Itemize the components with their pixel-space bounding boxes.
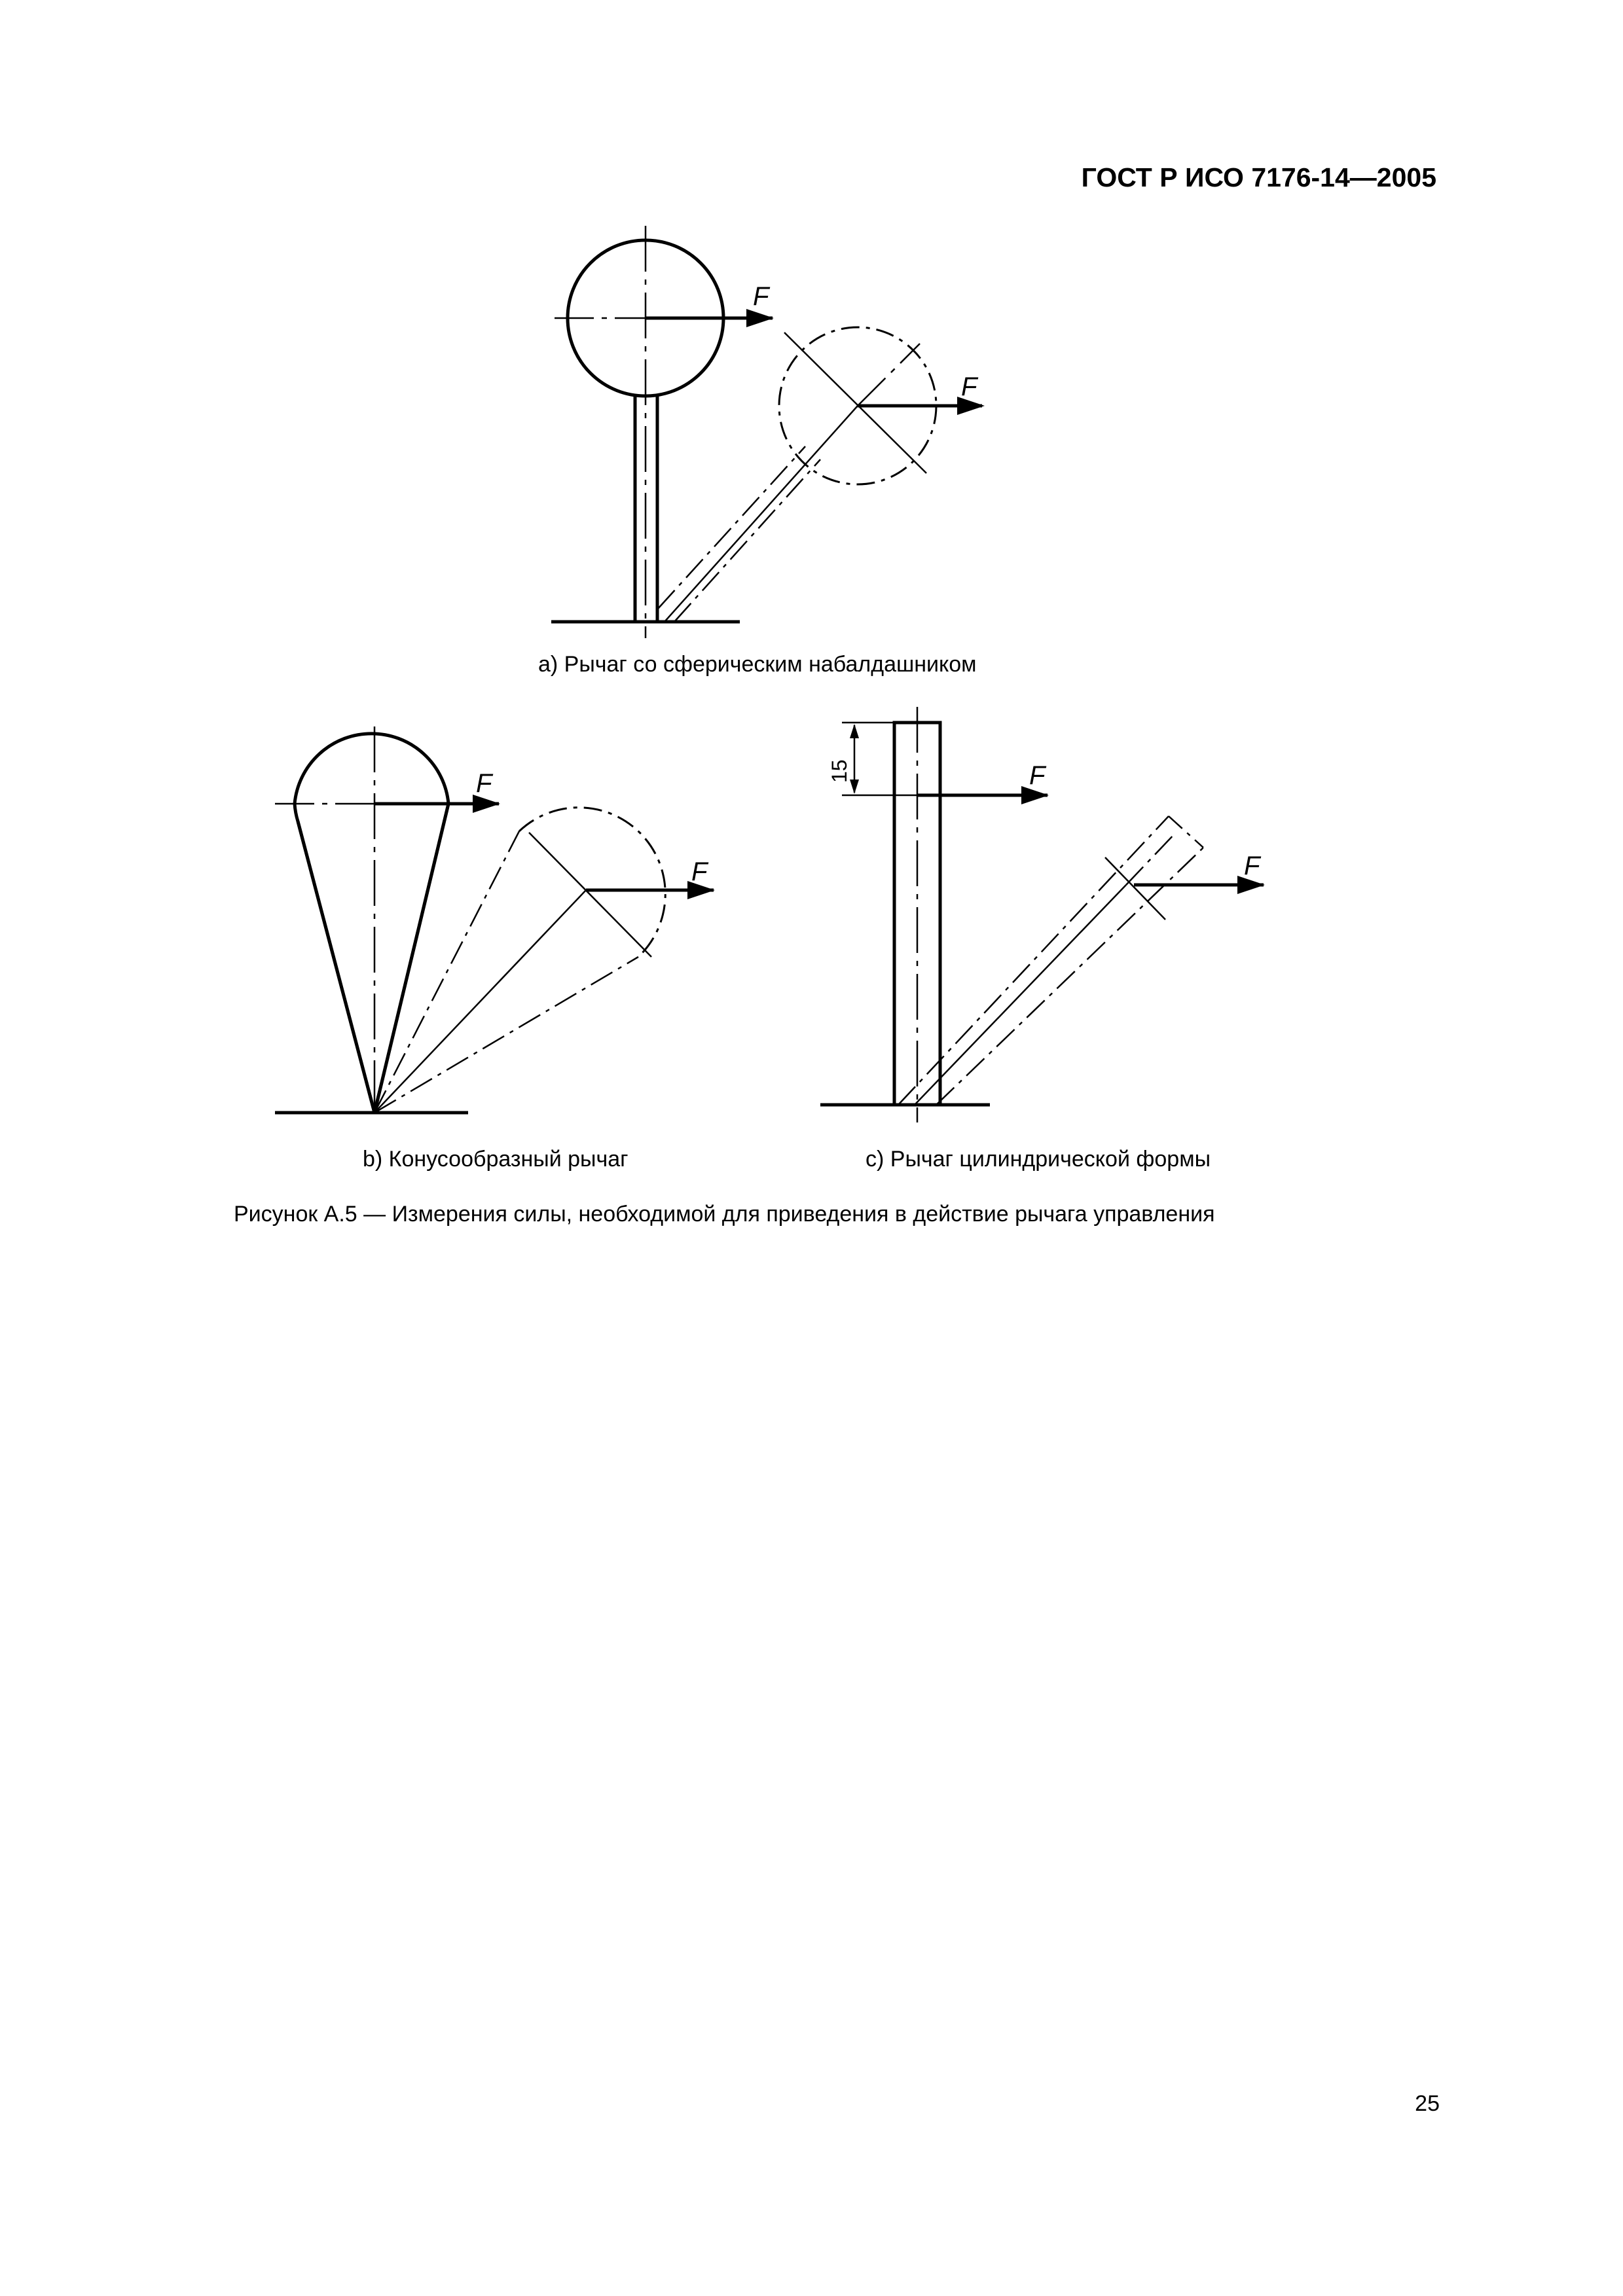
force-label-b2: F <box>691 857 708 886</box>
tilted-sphere-axis-2 <box>858 344 920 406</box>
force-label-b1: F <box>476 769 492 798</box>
force-label-c1: F <box>1029 761 1046 790</box>
tilted-cone-center <box>374 890 586 1113</box>
force-label-a2: F <box>961 372 977 401</box>
tilted-rod-a-2 <box>674 459 820 622</box>
tilted-rod-a-center <box>665 406 858 622</box>
dim-arrow-bottom <box>850 780 859 794</box>
arrow-head-a <box>746 309 774 327</box>
page-number: 25 <box>1415 2091 1440 2116</box>
force-label-a1: F <box>753 282 769 311</box>
figure-title: Рисунок А.5 — Измерения силы, необходимой для приведения в действие рычага управления <box>234 1202 1215 1227</box>
caption-c: с) Рычаг цилиндрической формы <box>866 1147 1211 1172</box>
force-label-c2: F <box>1244 852 1260 880</box>
tilted-cyl-end <box>1169 816 1203 848</box>
tilted-cone-cap <box>519 808 665 957</box>
tilted-cyl-axis2 <box>1126 833 1176 885</box>
document-header: ГОСТ Р ИСО 7176-14—2005 <box>1081 162 1436 192</box>
tilted-cyl-center <box>915 885 1126 1105</box>
dimension-label: 15 <box>828 759 851 783</box>
cone-left <box>298 821 374 1113</box>
cone-outline <box>295 734 448 1113</box>
caption-a: а) Рычаг со сферическим набалдашником <box>538 652 977 677</box>
tilted-rod-a-1 <box>658 446 805 609</box>
tilted-sphere-axis-1 <box>784 332 926 473</box>
dim-arrow-top <box>850 724 859 738</box>
diagram-b <box>275 726 715 1113</box>
tilted-cone-1 <box>374 831 519 1113</box>
tilted-cone-axis <box>529 833 651 957</box>
cone-right <box>374 804 448 1113</box>
caption-b: b) Конусообразный рычаг <box>363 1147 629 1172</box>
tilted-cyl-axis <box>1105 857 1165 920</box>
